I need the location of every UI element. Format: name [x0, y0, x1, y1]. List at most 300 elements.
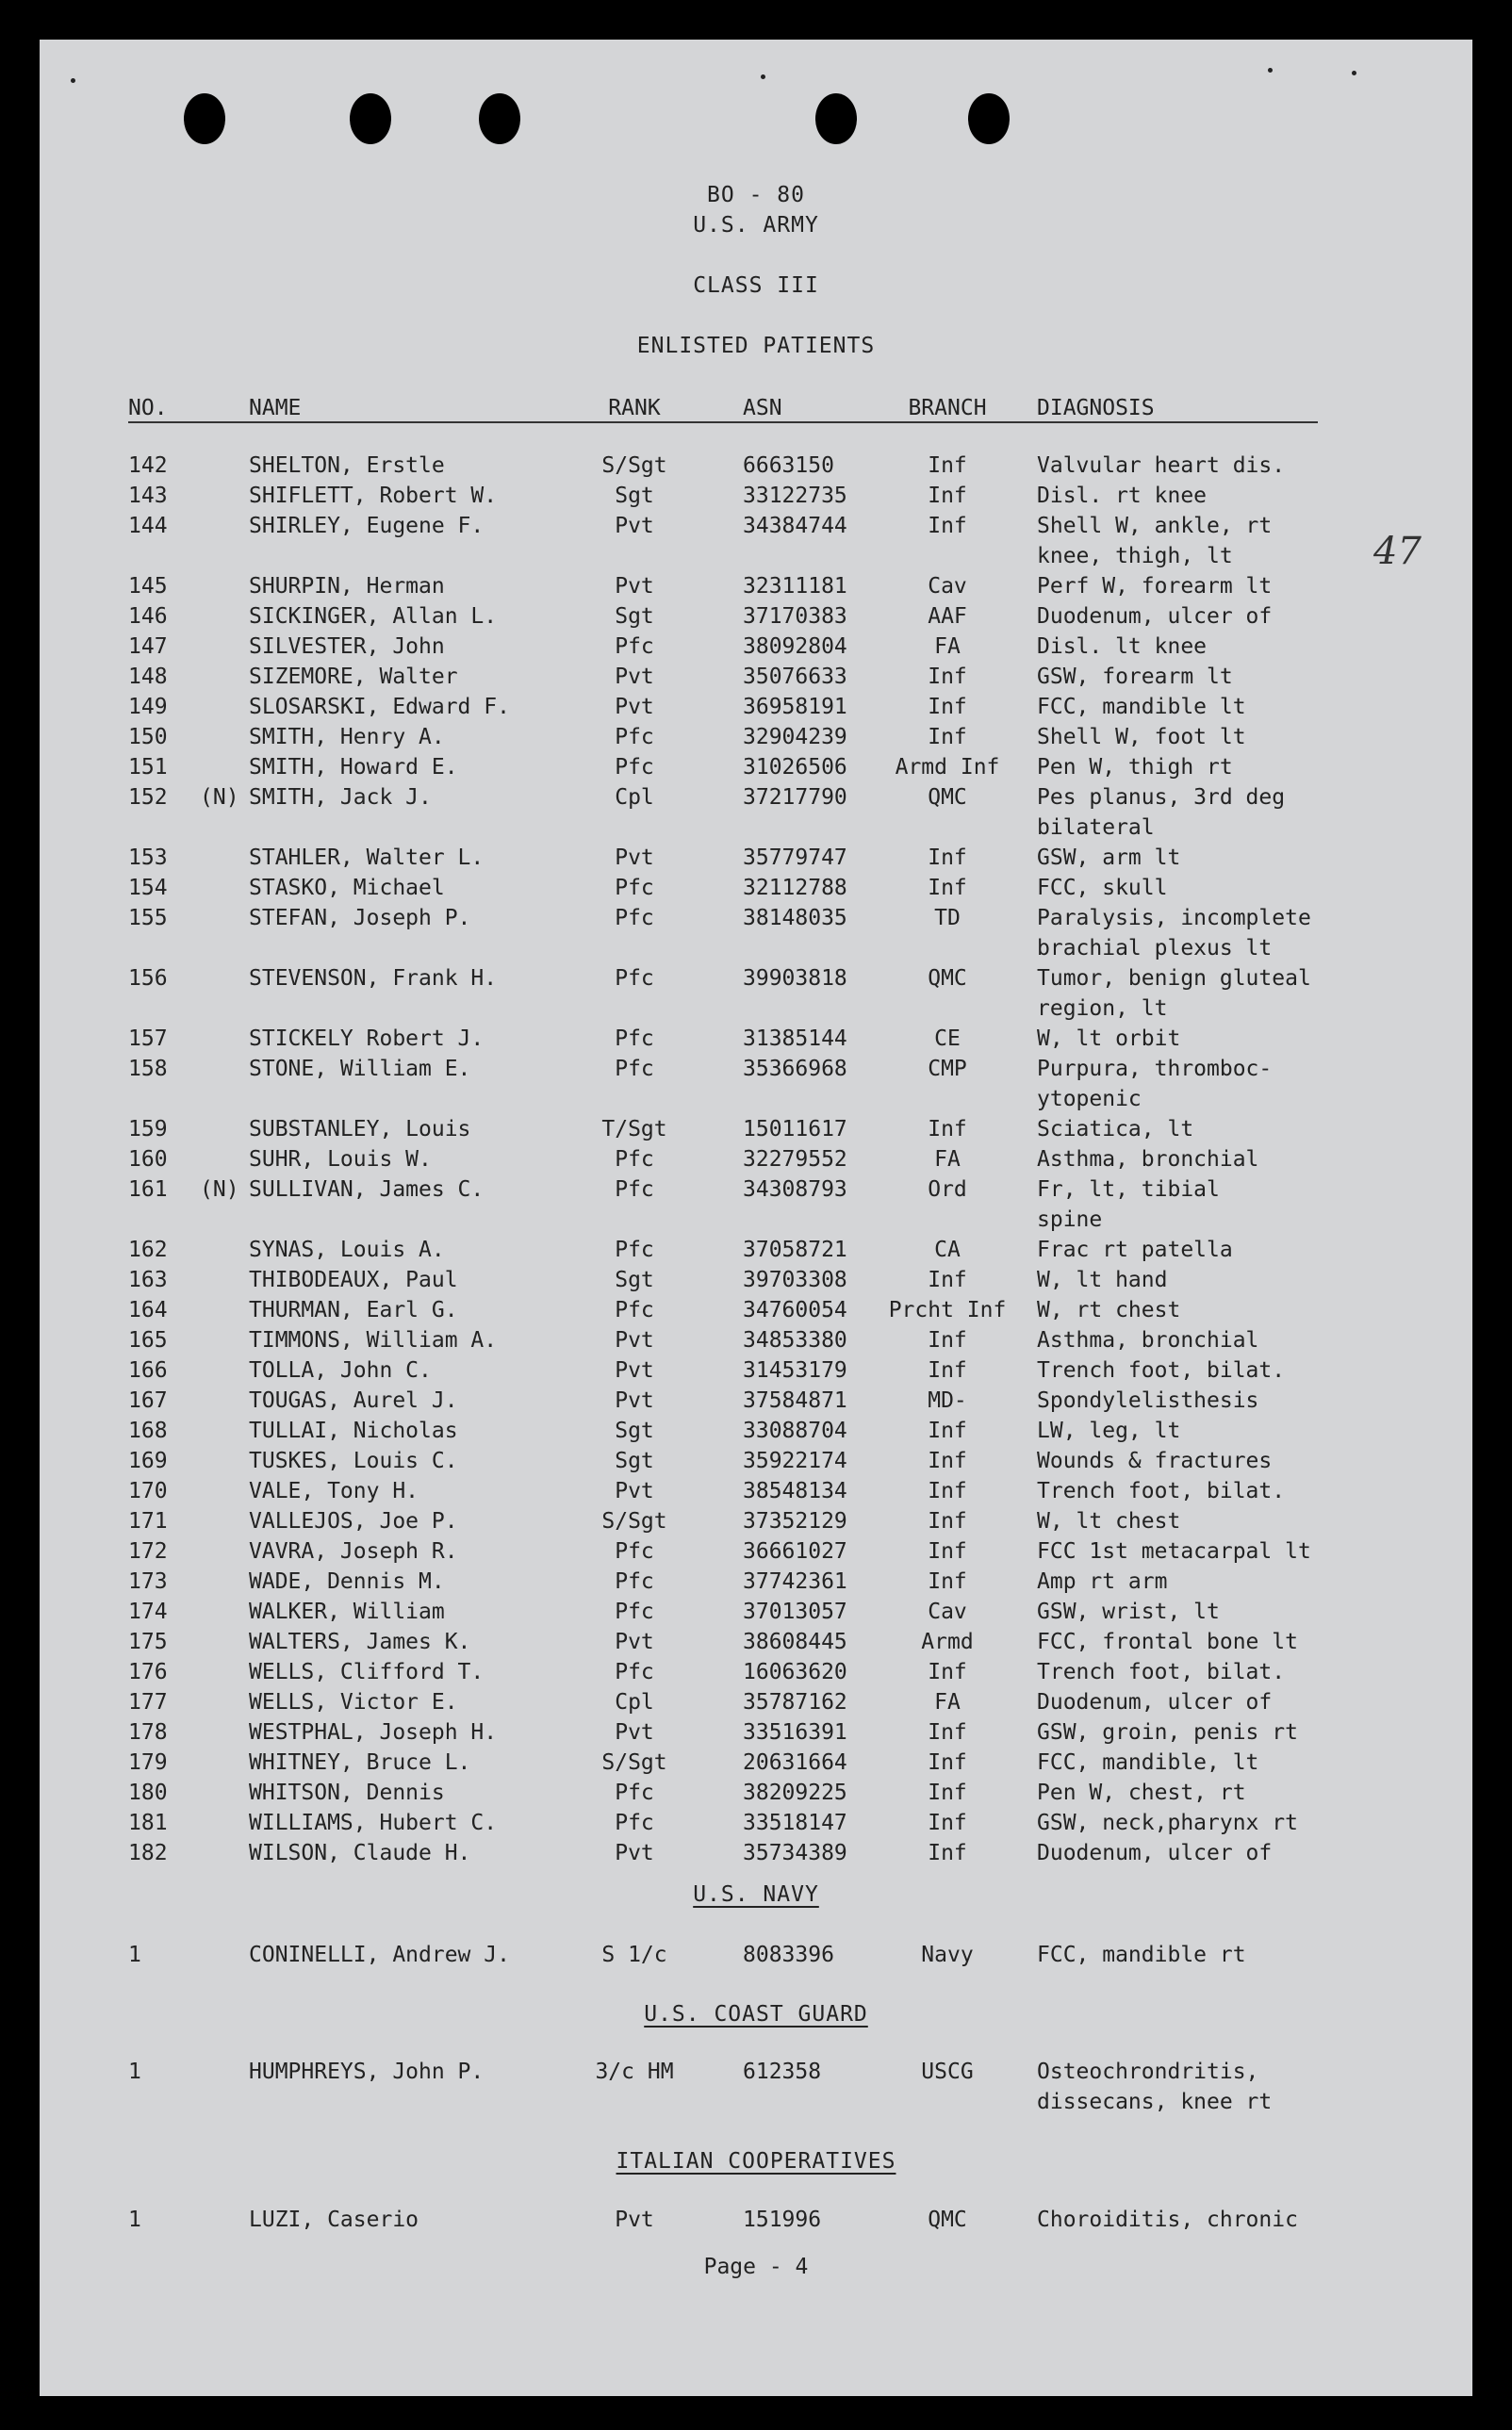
document-page [40, 40, 1472, 2396]
row-diagnosis: W, lt hand [1037, 1268, 1168, 1292]
row-no: 166 [128, 1358, 168, 1383]
col-branch: BRANCH [908, 396, 987, 420]
row-rank: Sgt [615, 604, 654, 629]
punch-hole [350, 93, 391, 144]
navy-row [40, 1940, 1472, 1970]
row-name: STASKO, Michael [249, 876, 445, 900]
table-row [40, 873, 1472, 903]
col-rank: RANK [608, 396, 661, 420]
speck [761, 74, 765, 79]
row-asn: 37352129 [743, 1509, 847, 1534]
row-name: SHURPIN, Herman [249, 574, 445, 599]
row-diagnosis: GSW, neck,pharynx rt [1037, 1811, 1298, 1835]
row-branch: Inf [928, 514, 967, 538]
table-row [40, 692, 1472, 722]
row-no: 150 [128, 725, 168, 749]
row-asn: 38148035 [743, 906, 847, 930]
row-asn: 16063620 [743, 1660, 847, 1684]
row-diagnosis-cont: knee, thigh, lt [1037, 544, 1233, 568]
row-diagnosis: GSW, groin, penis rt [1037, 1720, 1298, 1745]
navy-heading: U.S. NAVY [693, 1882, 819, 1907]
row-name: STEVENSON, Frank H. [249, 966, 498, 991]
row-asn: 37217790 [743, 785, 847, 810]
row-diagnosis: Disl. lt knee [1037, 634, 1208, 659]
row-asn: 612358 [743, 2060, 822, 2084]
row-rank: Pfc [615, 1238, 654, 1262]
row-diagnosis: FCC, frontal bone lt [1037, 1630, 1298, 1654]
row-name: TULLAI, Nicholas [249, 1419, 458, 1443]
row-branch: Prcht Inf [888, 1298, 1007, 1322]
table-row [40, 1717, 1472, 1748]
table-row [40, 1235, 1472, 1265]
row-rank: Cpl [615, 785, 654, 810]
row-diagnosis: Choroiditis, chronic [1037, 2208, 1298, 2232]
row-rank: Sgt [615, 1419, 654, 1443]
row-asn: 33518147 [743, 1811, 847, 1835]
row-diagnosis: GSW, arm lt [1037, 846, 1181, 870]
table-row [40, 1536, 1472, 1567]
row-name: THURMAN, Earl G. [249, 1298, 458, 1322]
col-asn: ASN [743, 396, 782, 420]
row-branch: Armd Inf [895, 755, 1000, 780]
row-diagnosis: Shell W, foot lt [1037, 725, 1246, 749]
column-header [40, 396, 1472, 434]
row-rank: Pfc [615, 1600, 654, 1624]
header-rule [128, 421, 1318, 423]
header-branch: U.S. ARMY [693, 213, 819, 238]
row-name: STICKELY Robert J. [249, 1026, 485, 1051]
row-branch: Inf [928, 846, 967, 870]
row-branch: FA [934, 1147, 961, 1172]
row-rank: Pvt [615, 574, 654, 599]
table-row [40, 1446, 1472, 1476]
row-asn: 35779747 [743, 846, 847, 870]
row-mark: (N) [200, 1177, 239, 1202]
table-row [40, 451, 1472, 481]
row-name: SULLIVAN, James C. [249, 1177, 485, 1202]
row-no: 149 [128, 695, 168, 719]
row-branch: Inf [928, 1358, 967, 1383]
row-diagnosis: GSW, wrist, lt [1037, 1600, 1220, 1624]
row-branch: Inf [928, 1328, 967, 1353]
row-asn: 38209225 [743, 1781, 847, 1805]
handwritten-number: 47 [1373, 530, 1422, 573]
row-name: SYNAS, Louis A. [249, 1238, 445, 1262]
row-no: 155 [128, 906, 168, 930]
table-row [40, 1355, 1472, 1386]
row-name: SUBSTANLEY, Louis [249, 1117, 471, 1141]
header-class: CLASS III [693, 273, 819, 298]
row-rank: Pfc [615, 1660, 654, 1684]
row-no: 182 [128, 1841, 168, 1865]
row-no: 1 [128, 1943, 141, 1967]
row-branch: CA [934, 1238, 961, 1262]
row-no: 158 [128, 1057, 168, 1081]
table-row [40, 903, 1472, 963]
row-rank: S/Sgt [601, 453, 667, 478]
row-branch: USCG [921, 2060, 974, 2084]
row-no: 169 [128, 1449, 168, 1473]
row-asn: 34853380 [743, 1328, 847, 1353]
punch-hole [479, 93, 520, 144]
row-name: WALTERS, James K. [249, 1630, 471, 1654]
row-asn: 32311181 [743, 574, 847, 599]
row-rank: Pfc [615, 1811, 654, 1835]
row-branch: Inf [928, 453, 967, 478]
row-branch: Inf [928, 1509, 967, 1534]
row-diagnosis: Osteochrondritis, [1037, 2060, 1259, 2084]
speck [1268, 68, 1273, 73]
row-name: WESTPHAL, Joseph H. [249, 1720, 498, 1745]
row-rank: Sgt [615, 1268, 654, 1292]
row-rank: Pfc [615, 1298, 654, 1322]
row-branch: CMP [928, 1057, 967, 1081]
row-diagnosis: W, lt orbit [1037, 1026, 1181, 1051]
row-asn: 39703308 [743, 1268, 847, 1292]
row-branch: Inf [928, 1419, 967, 1443]
row-no: 171 [128, 1509, 168, 1534]
row-diagnosis: Frac rt patella [1037, 1238, 1233, 1262]
row-no: 142 [128, 453, 168, 478]
row-no: 153 [128, 846, 168, 870]
row-no: 173 [128, 1569, 168, 1594]
row-branch: Inf [928, 1539, 967, 1564]
row-asn: 8083396 [743, 1943, 834, 1967]
row-name: WILSON, Claude H. [249, 1841, 471, 1865]
row-diagnosis: Disl. rt knee [1037, 484, 1208, 508]
row-asn: 37584871 [743, 1388, 847, 1413]
row-diagnosis-cont: spine [1037, 1207, 1103, 1232]
row-branch: Inf [928, 1660, 967, 1684]
row-diagnosis: FCC, skull [1037, 876, 1168, 900]
row-diagnosis: GSW, forearm lt [1037, 665, 1233, 689]
row-diagnosis: Duodenum, ulcer of [1037, 604, 1273, 629]
row-no: 1 [128, 2208, 141, 2232]
row-name: WELLS, Victor E. [249, 1690, 458, 1715]
table-row [40, 1687, 1472, 1717]
row-rank: Pfc [615, 1539, 654, 1564]
row-diagnosis-cont: dissecans, knee rt [1037, 2090, 1273, 2114]
row-diagnosis: Fr, lt, tibial [1037, 1177, 1220, 1202]
row-no: 172 [128, 1539, 168, 1564]
table-row [40, 1024, 1472, 1054]
row-rank: Pvt [615, 695, 654, 719]
row-rank: Pvt [615, 1720, 654, 1745]
row-name: LUZI, Caserio [249, 2208, 419, 2232]
header-line1: BO - 80 [707, 183, 805, 207]
row-rank: Cpl [615, 1690, 654, 1715]
row-branch: Inf [928, 1811, 967, 1835]
row-diagnosis-cont: bilateral [1037, 815, 1155, 840]
row-branch: Inf [928, 1841, 967, 1865]
row-no: 146 [128, 604, 168, 629]
row-asn: 38092804 [743, 634, 847, 659]
row-diagnosis: Tumor, benign gluteal [1037, 966, 1311, 991]
row-name: TOUGAS, Aurel J. [249, 1388, 458, 1413]
row-no: 180 [128, 1781, 168, 1805]
row-branch: Inf [928, 1268, 967, 1292]
table-row [40, 782, 1472, 843]
row-name: WADE, Dennis M. [249, 1569, 445, 1594]
table-row [40, 1567, 1472, 1597]
row-branch: Navy [921, 1943, 974, 1967]
row-rank: Pvt [615, 1479, 654, 1503]
row-rank: Pfc [615, 634, 654, 659]
row-branch: Inf [928, 876, 967, 900]
row-diagnosis: Pes planus, 3rd deg [1037, 785, 1286, 810]
row-branch: Cav [928, 574, 967, 599]
row-name: STEFAN, Joseph P. [249, 906, 471, 930]
row-branch: Inf [928, 665, 967, 689]
table-row [40, 632, 1472, 662]
row-name: STONE, William E. [249, 1057, 471, 1081]
row-name: WALKER, William [249, 1600, 445, 1624]
row-branch: Inf [928, 1479, 967, 1503]
row-diagnosis: FCC, mandible lt [1037, 695, 1246, 719]
row-branch: Inf [928, 725, 967, 749]
row-branch: QMC [928, 966, 967, 991]
army-patient-list [40, 451, 1472, 1868]
row-no: 160 [128, 1147, 168, 1172]
table-row [40, 722, 1472, 752]
row-asn: 33122735 [743, 484, 847, 508]
row-diagnosis: Valvular heart dis. [1037, 453, 1286, 478]
row-name: SHIRLEY, Eugene F. [249, 514, 485, 538]
row-rank: S/Sgt [601, 1509, 667, 1534]
row-asn: 36661027 [743, 1539, 847, 1564]
row-asn: 33088704 [743, 1419, 847, 1443]
row-no: 156 [128, 966, 168, 991]
row-asn: 37058721 [743, 1238, 847, 1262]
row-no: 174 [128, 1600, 168, 1624]
row-no: 157 [128, 1026, 168, 1051]
table-row [40, 1778, 1472, 1808]
row-no: 164 [128, 1298, 168, 1322]
row-branch: CE [934, 1026, 961, 1051]
row-diagnosis: FCC, mandible, lt [1037, 1750, 1259, 1775]
row-asn: 151996 [743, 2208, 822, 2232]
header-title: ENLISTED PATIENTS [636, 334, 876, 358]
row-diagnosis: Wounds & fractures [1037, 1449, 1273, 1473]
row-no: 151 [128, 755, 168, 780]
row-name: WILLIAMS, Hubert C. [249, 1811, 498, 1835]
row-asn: 32904239 [743, 725, 847, 749]
row-rank: Pfc [615, 966, 654, 991]
row-diagnosis: Perf W, forearm lt [1037, 574, 1273, 599]
row-no: 145 [128, 574, 168, 599]
row-no: 152 [128, 785, 168, 810]
row-asn: 35366968 [743, 1057, 847, 1081]
row-rank: Pvt [615, 1841, 654, 1865]
table-row [40, 1476, 1472, 1506]
row-name: SUHR, Louis W. [249, 1147, 432, 1172]
row-rank: Pfc [615, 1781, 654, 1805]
row-name: THIBODEAUX, Paul [249, 1268, 458, 1292]
row-name: TIMMONS, William A. [249, 1328, 498, 1353]
row-rank: T/Sgt [601, 1117, 667, 1141]
row-name: WHITNEY, Bruce L. [249, 1750, 471, 1775]
row-rank: Pfc [615, 1026, 654, 1051]
row-branch: Inf [928, 1750, 967, 1775]
row-mark: (N) [200, 785, 239, 810]
row-branch: FA [934, 1690, 961, 1715]
row-no: 165 [128, 1328, 168, 1353]
row-diagnosis: Sciatica, lt [1037, 1117, 1194, 1141]
row-name: HUMPHREYS, John P. [249, 2060, 485, 2084]
row-diagnosis: W, rt chest [1037, 1298, 1181, 1322]
row-no: 177 [128, 1690, 168, 1715]
row-asn: 32112788 [743, 876, 847, 900]
table-row [40, 481, 1472, 511]
row-asn: 36958191 [743, 695, 847, 719]
row-rank: Pvt [615, 665, 654, 689]
row-asn: 34308793 [743, 1177, 847, 1202]
table-row [40, 1265, 1472, 1295]
row-no: 144 [128, 514, 168, 538]
table-row [40, 511, 1472, 571]
row-branch: Ord [928, 1177, 967, 1202]
row-no: 143 [128, 484, 168, 508]
row-rank: Pvt [615, 2208, 654, 2232]
row-branch: QMC [928, 785, 967, 810]
row-asn: 35734389 [743, 1841, 847, 1865]
row-rank: Pvt [615, 1328, 654, 1353]
row-name: SMITH, Henry A. [249, 725, 445, 749]
row-asn: 38548134 [743, 1479, 847, 1503]
row-asn: 34384744 [743, 514, 847, 538]
col-name: NAME [249, 396, 302, 420]
table-row [40, 1416, 1472, 1446]
row-name: SHELTON, Erstle [249, 453, 445, 478]
row-diagnosis: Trench foot, bilat. [1037, 1660, 1286, 1684]
row-rank: 3/c HM [595, 2060, 674, 2084]
row-asn: 35922174 [743, 1449, 847, 1473]
row-diagnosis: FCC 1st metacarpal lt [1037, 1539, 1311, 1564]
row-diagnosis: Purpura, thromboc- [1037, 1057, 1273, 1081]
row-rank: Pvt [615, 1388, 654, 1413]
row-name: TUSKES, Louis C. [249, 1449, 458, 1473]
row-name: SILVESTER, John [249, 634, 445, 659]
row-no: 168 [128, 1419, 168, 1443]
row-rank: Sgt [615, 1449, 654, 1473]
row-branch: Inf [928, 1781, 967, 1805]
row-asn: 31026506 [743, 755, 847, 780]
row-no: 154 [128, 876, 168, 900]
row-no: 161 [128, 1177, 168, 1202]
row-rank: Pfc [615, 876, 654, 900]
table-row [40, 1627, 1472, 1657]
row-name: SMITH, Jack J. [249, 785, 432, 810]
row-diagnosis: Trench foot, bilat. [1037, 1358, 1286, 1383]
coast-guard-heading: U.S. COAST GUARD [644, 2002, 868, 2027]
punch-hole [815, 93, 857, 144]
table-row [40, 571, 1472, 601]
row-diagnosis: Duodenum, ulcer of [1037, 1690, 1273, 1715]
row-diagnosis: Shell W, ankle, rt [1037, 514, 1273, 538]
row-no: 178 [128, 1720, 168, 1745]
row-asn: 20631664 [743, 1750, 847, 1775]
row-name: STAHLER, Walter L. [249, 846, 485, 870]
row-asn: 6663150 [743, 453, 834, 478]
row-rank: Pvt [615, 1630, 654, 1654]
table-row [40, 601, 1472, 632]
row-asn: 37170383 [743, 604, 847, 629]
row-diagnosis: Asthma, bronchial [1037, 1328, 1259, 1353]
row-diagnosis: Pen W, chest, rt [1037, 1781, 1246, 1805]
row-asn: 32279552 [743, 1147, 847, 1172]
row-name: SMITH, Howard E. [249, 755, 458, 780]
row-rank: Sgt [615, 484, 654, 508]
row-rank: Pfc [615, 1147, 654, 1172]
speck [1352, 71, 1356, 75]
row-asn: 39903818 [743, 966, 847, 991]
row-diagnosis: Asthma, bronchial [1037, 1147, 1259, 1172]
row-no: 1 [128, 2060, 141, 2084]
row-rank: Pvt [615, 846, 654, 870]
table-row [40, 1144, 1472, 1174]
punch-hole [184, 93, 225, 144]
row-no: 170 [128, 1479, 168, 1503]
italian-row [40, 2205, 1472, 2235]
row-name: SLOSARSKI, Edward F. [249, 695, 510, 719]
row-name: VALE, Tony H. [249, 1479, 419, 1503]
row-name: WELLS, Clifford T. [249, 1660, 485, 1684]
row-branch: TD [934, 906, 961, 930]
row-name: SHIFLETT, Robert W. [249, 484, 498, 508]
row-rank: Pvt [615, 514, 654, 538]
row-diagnosis: Paralysis, incomplete [1037, 906, 1311, 930]
row-branch: Inf [928, 1449, 967, 1473]
col-no: NO. [128, 396, 168, 420]
table-row [40, 662, 1472, 692]
row-branch: Cav [928, 1600, 967, 1624]
row-asn: 38608445 [743, 1630, 847, 1654]
row-name: SICKINGER, Allan L. [249, 604, 498, 629]
table-row [40, 1114, 1472, 1144]
row-diagnosis: Duodenum, ulcer of [1037, 1841, 1273, 1865]
table-row [40, 1325, 1472, 1355]
row-rank: Pfc [615, 1057, 654, 1081]
row-asn: 37013057 [743, 1600, 847, 1624]
row-branch: Armd [921, 1630, 974, 1654]
row-no: 159 [128, 1117, 168, 1141]
row-asn: 33516391 [743, 1720, 847, 1745]
row-diagnosis: LW, leg, lt [1037, 1419, 1181, 1443]
table-row [40, 1386, 1472, 1416]
row-diagnosis: Spondylelisthesis [1037, 1388, 1259, 1413]
row-asn: 35787162 [743, 1690, 847, 1715]
row-branch: Inf [928, 484, 967, 508]
row-no: 175 [128, 1630, 168, 1654]
row-name: VALLEJOS, Joe P. [249, 1509, 458, 1534]
table-row [40, 1597, 1472, 1627]
row-name: TOLLA, John C. [249, 1358, 432, 1383]
row-asn: 37742361 [743, 1569, 847, 1594]
row-no: 181 [128, 1811, 168, 1835]
table-row [40, 1748, 1472, 1778]
row-rank: Pfc [615, 1177, 654, 1202]
row-rank: Pfc [615, 906, 654, 930]
table-row [40, 1506, 1472, 1536]
row-rank: S 1/c [601, 1943, 667, 1967]
table-row [40, 1295, 1472, 1325]
row-rank: Pvt [615, 1358, 654, 1383]
row-name: CONINELLI, Andrew J. [249, 1943, 510, 1967]
table-row [40, 1808, 1472, 1838]
row-rank: Pfc [615, 755, 654, 780]
italian-heading: ITALIAN COOPERATIVES [616, 2149, 896, 2174]
row-diagnosis: FCC, mandible rt [1037, 1943, 1246, 1967]
